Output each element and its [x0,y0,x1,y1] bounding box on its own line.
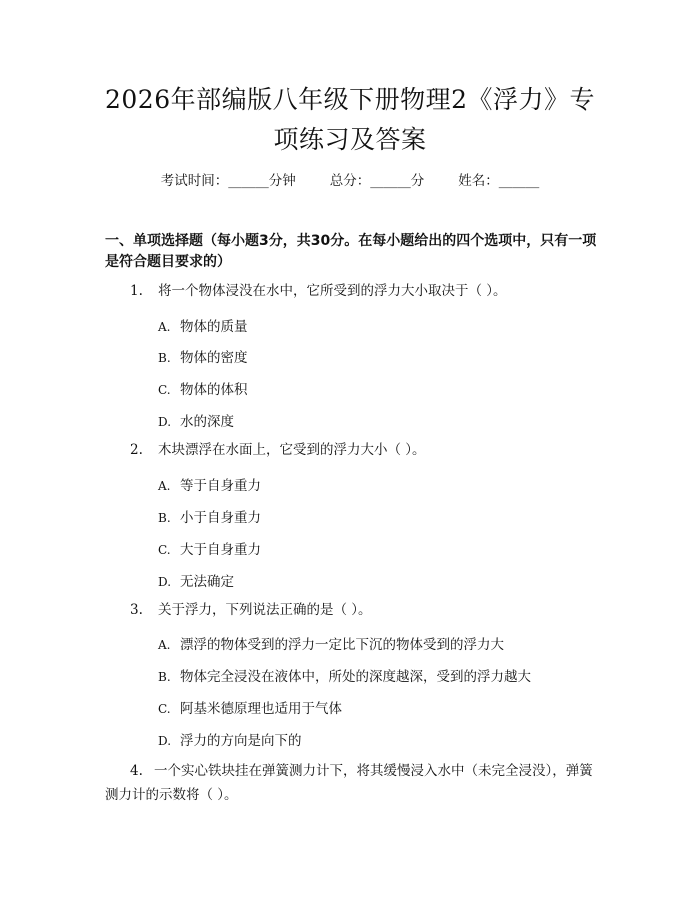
exam-time: 考试时间：______分钟 [160,173,296,189]
option-3b [158,665,531,685]
option-label: C. [158,383,171,397]
option-text: 浮力的方向是向下的 [180,733,302,749]
question-number: 1. [130,283,143,299]
option-3d [158,729,302,749]
option-1d [158,410,234,430]
option-text: 小于自身重力 [180,510,261,526]
option-1a [158,315,248,335]
option-label: C. [158,543,171,557]
option-3a [158,633,504,653]
exam-score: 总分：______分 [329,173,425,189]
option-text: 漂浮的物体受到的浮力一定比下沉的物体受到的浮力大 [180,637,504,653]
option-2d [158,570,234,590]
title-line-2: 项练习及答案 [273,125,427,154]
question-text: 一个实心铁块挂在弹簧测力计下，将其缓慢浸入水中（未完全浸没），弹簧测力计的示数将（ ）。 [105,763,593,803]
option-label: B. [158,670,171,684]
option-label: A. [158,638,171,652]
section-heading: 一、单项选择题（每小题3分，共30分。在每小题给出的四个选项中，只有一项是符合题目要求的） [105,233,597,270]
option-2a [158,474,261,494]
option-text: 物体的质量 [180,319,248,335]
option-label: A. [158,479,171,493]
question-text: 木块漂浮在水面上，它受到的浮力大小（ ）。 [158,442,426,458]
option-text: 等于自身重力 [180,478,261,494]
option-label: A. [158,320,171,334]
question-3 [130,599,600,621]
option-label: D. [158,575,172,589]
option-text: 大于自身重力 [180,542,261,558]
question-number: 3. [130,602,143,618]
option-2c [158,538,261,558]
question-1 [130,280,600,302]
student-name: 姓名：______ [458,173,540,189]
option-1c [158,378,248,398]
option-label: D. [158,415,172,429]
option-text: 物体的体积 [180,382,248,398]
question-text: 将一个物体浸没在水中，它所受到的浮力大小取决于（ ）。 [158,283,507,299]
option-label: C. [158,702,171,716]
title-line-1: 2026年部编版八年级下册物理2《浮力》专 [104,85,596,114]
option-label: B. [158,511,171,525]
question-2 [130,439,600,461]
exam-info [0,169,700,189]
option-2b [158,506,261,526]
question-number: 4. [130,763,143,779]
question-number: 2. [130,442,143,458]
option-1b [158,346,248,366]
option-3c [158,697,342,717]
option-text: 物体的密度 [180,350,248,366]
document-title [60,80,640,160]
option-text: 无法确定 [180,574,234,590]
option-label: D. [158,734,172,748]
option-text: 水的深度 [180,414,234,430]
question-4 [105,759,605,807]
option-label: B. [158,351,171,365]
question-text: 关于浮力，下列说法正确的是（ ）。 [158,602,372,618]
option-text: 阿基米德原理也适用于气体 [180,701,342,717]
option-text: 物体完全浸没在液体中，所处的深度越深，受到的浮力越大 [180,669,531,685]
